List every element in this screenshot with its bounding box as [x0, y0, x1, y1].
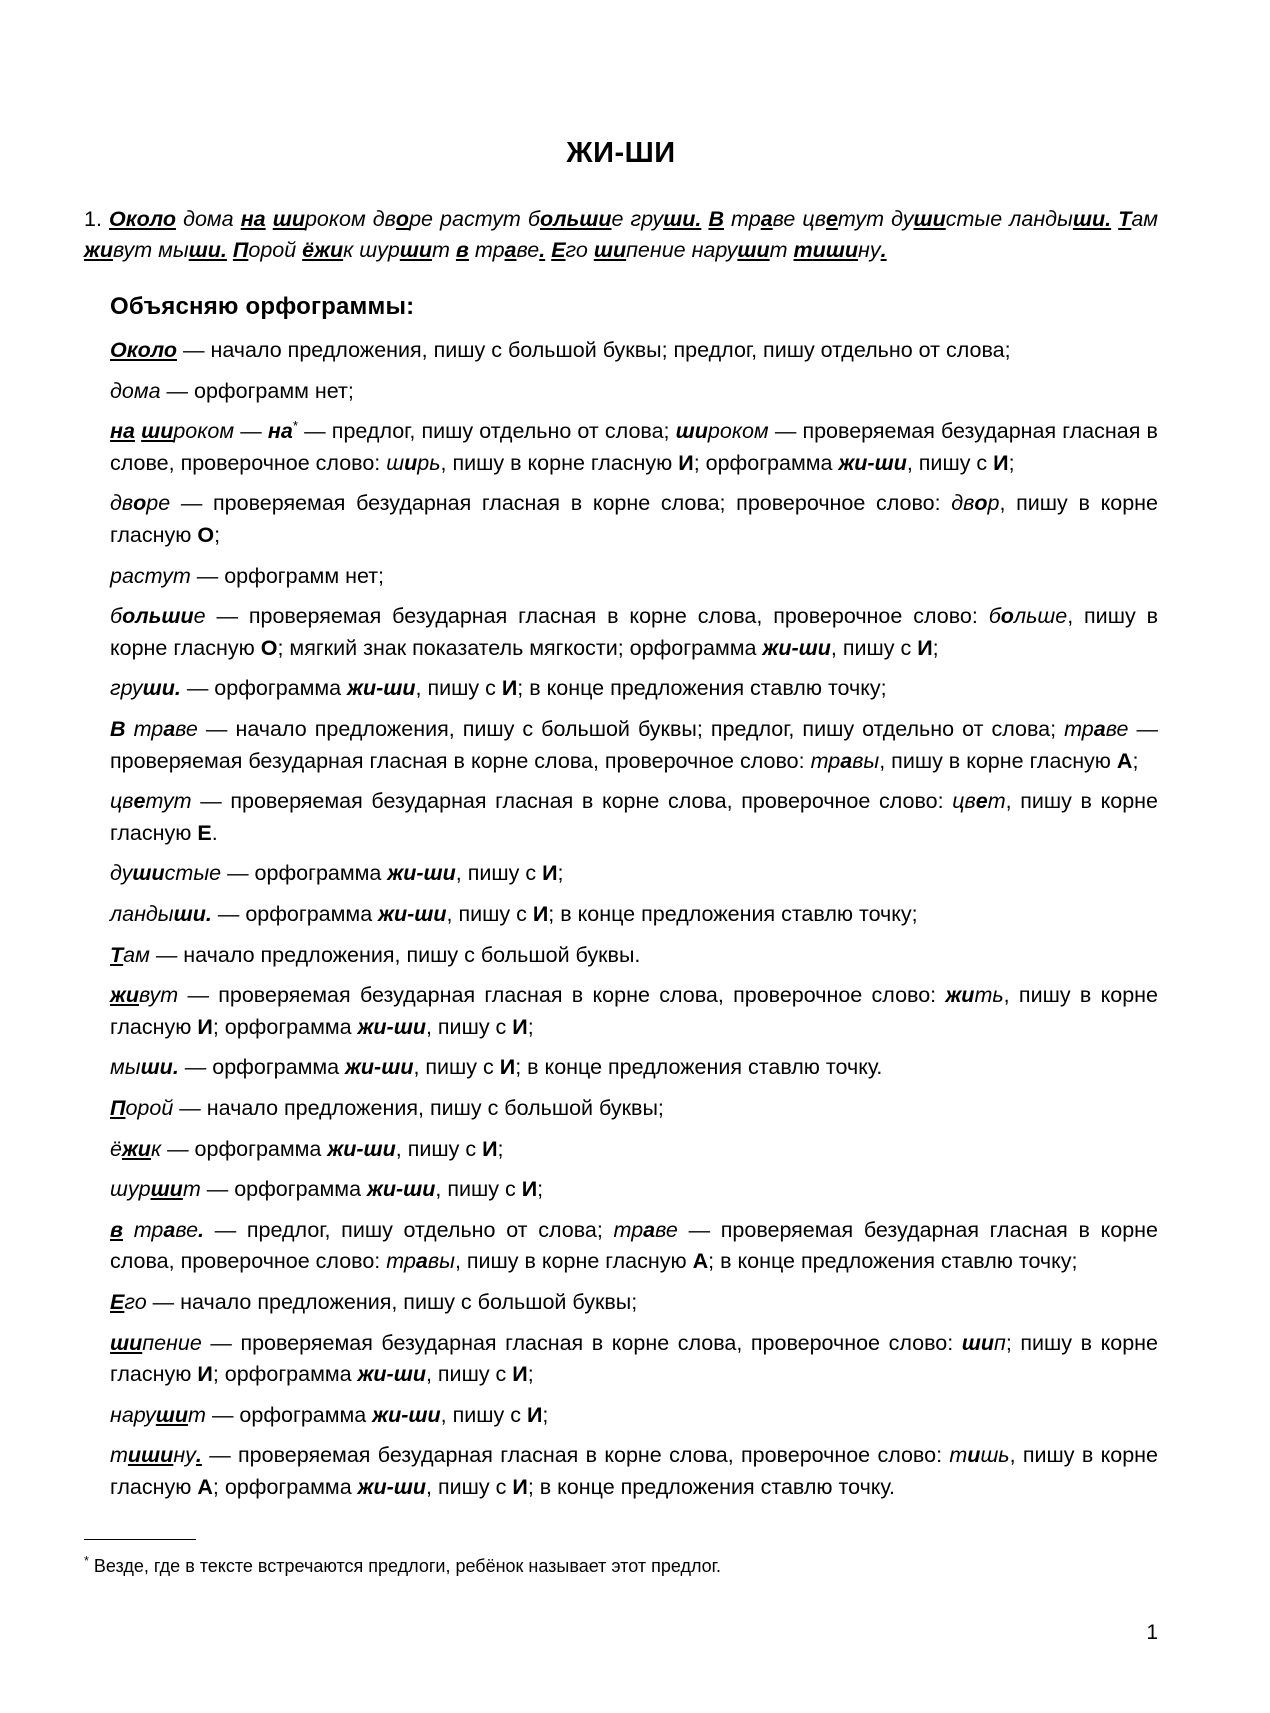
footnote-separator	[84, 1539, 196, 1540]
explanation-item-grushi: груши. — орфограмма жи-ши, пишу с И; в конце предложения ставлю точку;	[110, 676, 887, 701]
explanation-item-v-trave: В траве — начало предложения, пишу с большой буквы; предлог, пишу отдельно от слова; траве — проверяемая безударная гласная в корне слова, проверочное слово: травы, пишу в корне гласную А;	[110, 717, 1158, 773]
explanations-list	[84, 335, 1158, 1503]
explanation-item-tsvetut: цветут — проверяемая безударная гласная в корне слова, проверочное слово: цвет, пишу в корне гласную Е.	[110, 789, 1158, 845]
page-title: ЖИ-ШИ	[566, 137, 676, 169]
section-heading: Объясняю орфограммы:	[110, 293, 415, 321]
explanation-item-na-shirokom: на широком — на* — предлог, пишу отдельно от слова; широком — проверяемая безударная гласная в слове, проверочное слово: ширь, пишу в корне гласную И; орфограмма жи-ши, пишу с И;	[110, 418, 1158, 475]
page-number: 1	[1146, 1621, 1158, 1644]
explanation-item-myshi: мыши. — орфограмма жи-ши, пишу с И; в конце предложения ставлю точку.	[110, 1055, 883, 1080]
explanation-item-okolo: Около — начало предложения, пишу с большой буквы; предлог, пишу отдельно от слова;	[110, 338, 1011, 363]
footnote-area	[84, 1539, 1158, 1579]
explanation-item-shurshit: шуршит — орфограмма жи-ши, пишу с И;	[110, 1177, 544, 1202]
explanation-item-doma: дома — орфограмм нет;	[110, 378, 354, 403]
footnote-text	[84, 1554, 1158, 1579]
explanation-item-dvore: дворе — проверяемая безударная гласная в корне слова; проверочное слово: двор, пишу в корне гласную О;	[110, 491, 1158, 548]
explanation-item-ego: Его — начало предложения, пишу с большой буквы;	[110, 1289, 638, 1314]
explanation-item-tishinu: тишину. — проверяемая безударная гласная в корне слова, проверочное слово: тишь, пишу в корне гласную А; орфограмма жи-ши, пишу с И; в конце предложения ставлю точку.	[110, 1443, 1158, 1499]
explanation-item-tam: Там — начало предложения, пишу с большой буквы.	[110, 942, 641, 967]
explanation-item-v-trave-2: в траве. — предлог, пишу отдельно от слова; траве — проверяемая безударная гласная в корне слова, проверочное слово: травы, пишу в корне гласную А; в конце предложения ставлю точку;	[110, 1217, 1158, 1274]
explanation-item-bolshie: большие — проверяемая безударная гласная в корне слова, проверочное слово: больше, пишу в корне гласную О; мягкий знак показатель мягкости; орфограмма жи-ши, пишу с И;	[110, 604, 1158, 660]
explanation-item-zhivut: живут — проверяемая безударная гласная в корне слова, проверочное слово: жить, пишу в корне гласную И; орфограмма жи-ши, пишу с И;	[110, 983, 1158, 1039]
explanation-item-dushistye: душистые — орфограмма жи-ши, пишу с И;	[110, 861, 564, 886]
task-number: 1.	[84, 206, 102, 231]
explanation-item-narushit: нарушит — орфограмма жи-ши, пишу с И;	[110, 1402, 549, 1427]
footnote-body: Везде, где в тексте встречаются предлоги, ребёнок называет этот предлог.	[93, 1556, 722, 1577]
explanation-item-shipenie: шипение — проверяемая безударная гласная в корне слова, проверочное слово: шип; пишу в корне гласную И; орфограмма жи-ши, пишу с И;	[110, 1330, 1158, 1387]
explanation-item-poroy: Порой — начало предложения, пишу с большой буквы;	[110, 1095, 664, 1120]
explanation-item-rastut: растут — орфограмм нет;	[110, 563, 385, 588]
explanation-item-landyshi: ландыши. — орфограмма жи-ши, пишу с И; в конце предложения ставлю точку;	[110, 901, 918, 926]
footnote-marker: *	[84, 1554, 89, 1569]
task-sentence-block: 1. Около дома на широком дворе растут большие груши. В траве цветут душистые ландыши. Там живут мыши. Порой ёжик шуршит в траве. Его шипение нарушит тишину.	[84, 206, 1159, 263]
explanation-item-yozhik: ёжик — орфограмма жи-ши, пишу с И;	[110, 1136, 504, 1161]
